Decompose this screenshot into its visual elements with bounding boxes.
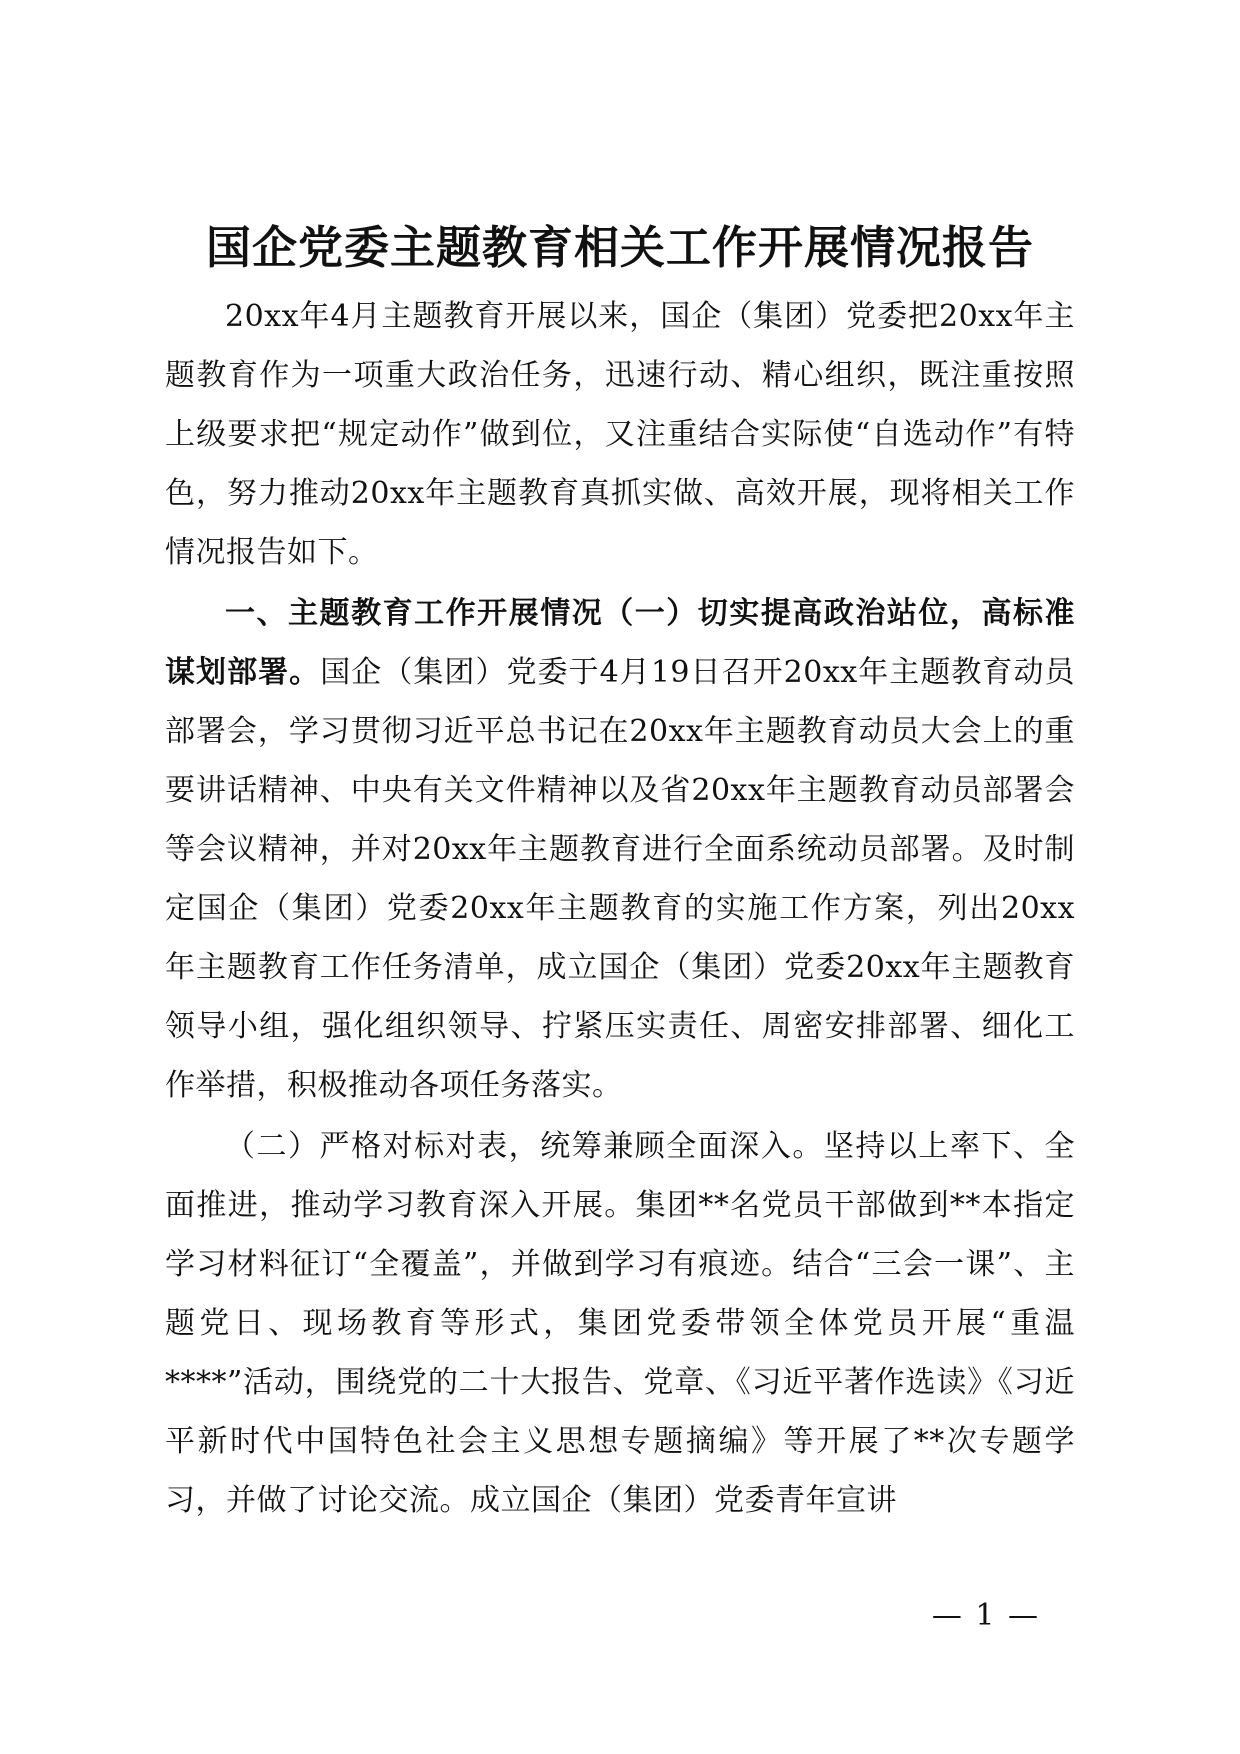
paragraph-section-two [165, 1117, 1075, 1530]
paragraph-intro [165, 287, 1075, 582]
paragraph-section-one [165, 584, 1075, 1115]
paragraph-intro-text: 20xx年4月主题教育开展以来，国企（集团）党委把20xx年主题教育作为一项重大政治任务，迅速行动、精心组织，既注重按照上级要求把“规定动作”做到位，又注重结合实际使“自选动作”有特色，努力推动20xx年主题教育真抓实做、高效开展，现将相关工作情况报告如下。 [165, 299, 1075, 570]
document-body [165, 287, 1075, 1530]
section-one-text: 国企（集团）党委于4月19日召开20xx年主题教育动员部署会，学习贯彻习近平总书记在20xx年主题教育动员大会上的重要讲话精神、中央有关文件精神以及省20xx年主题教育动员部署会等会议精神，并对20xx年主题教育进行全面系统动员部署。及时制定国企（集团）党委20xx年主题教育的实施工作方案，列出20xx年主题教育工作任务清单，成立国企（集团）党委20xx年主题教育领导小组，强化组织领导、拧紧压实责任、周密安排部署、细化工作举措，积极推动各项任务落实。 [165, 655, 1075, 1103]
section-two-text: （二）严格对标对表，统筹兼顾全面深入。坚持以上率下、全面推进，推动学习教育深入开展。集团**名党员干部做到**本指定学习材料征订“全覆盖”，并做到学习有痕迹。结合“三会一课”、主题党日、现场教育等形式，集团党委带领全体党员开展“重温****”活动，围绕党的二十大报告、党章、《习近平著作选读》《习近平新时代中国特色社会主义思想专题摘编》等开展了**次专题学习，并做了讨论交流。成立国企（集团）党委青年宣讲 [165, 1129, 1075, 1518]
page-number: — 1 — [931, 1598, 1040, 1633]
document-title: 国企党委主题教育相关工作开展情况报告 [205, 221, 1034, 274]
section-one-heading: 一、主题教育工作开展情况（一）切实提高政治站位，高标准谋划部署。 [165, 596, 1075, 690]
